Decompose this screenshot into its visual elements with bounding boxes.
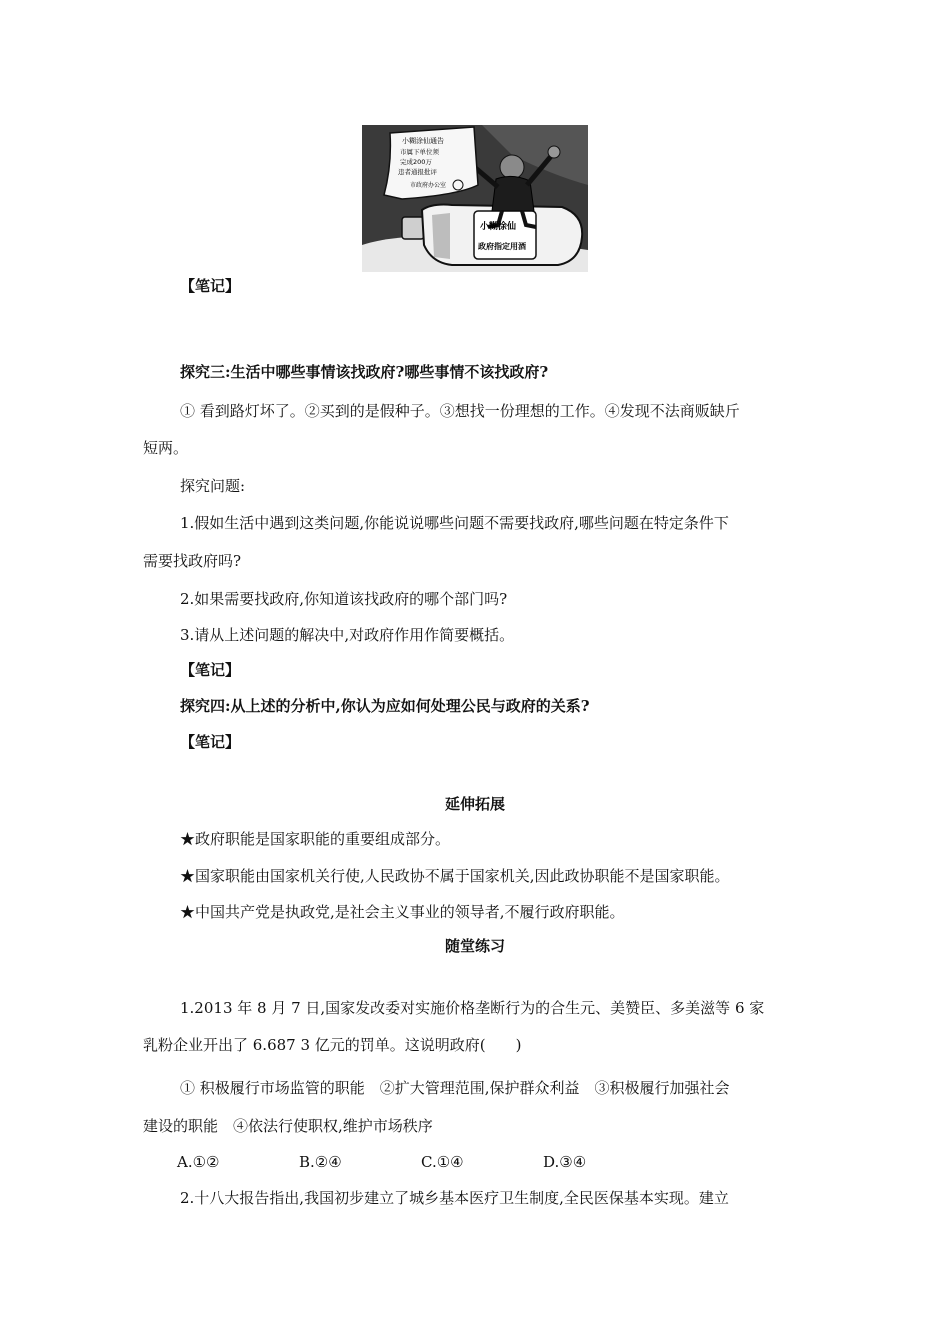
explore3-text-line2: 短两。 (143, 439, 189, 457)
notice-line-1: 小糊涂仙通告 (402, 137, 444, 145)
practice-q1-line2: 乳粉企业开出了 6.687 3 亿元的罚单。这说明政府( ) (143, 1036, 522, 1054)
bottle-label-2: 政府指定用酒 (478, 241, 526, 251)
notice-line-2: 市属下单位须 (400, 148, 439, 156)
extension-heading: 延伸拓展 (444, 795, 505, 813)
notice-line-4: 违者通报批评 (398, 168, 437, 176)
practice-q1-options-line2: 建设的职能 ④依法行使职权,维护市场秩序 (143, 1117, 433, 1135)
note-label: 【笔记】 (180, 733, 241, 751)
practice-q1-choices (177, 1152, 665, 1172)
cartoon-illustration (362, 125, 588, 272)
extension-item: ★政府职能是国家职能的重要组成部分。 (180, 830, 451, 848)
practice-q1-line1: 1.2013 年 8 月 7 日,国家发改委对实施价格垄断行为的合生元、美赞臣、多美滋等 6 家 (180, 999, 765, 1017)
practice-q1-options-line1: ① 积极履行市场监管的职能 ②扩大管理范围,保护群众利益 ③积极履行加强社会 (180, 1079, 730, 1097)
notice-line-5: 市政府办公室 (410, 182, 447, 189)
choice-a: A.①② (177, 1153, 220, 1171)
notice-line-3: 完成200万 (400, 158, 432, 166)
note-label: 【笔记】 (180, 661, 241, 679)
explore3-text-line1: ① 看到路灯坏了。②买到的是假种子。③想找一份理想的工作。④发现不法商贩缺斤 (180, 402, 740, 420)
extension-item: ★国家职能由国家机关行使,人民政协不属于国家机关,因此政协职能不是国家职能。 (180, 867, 730, 885)
extension-item: ★中国共产党是执政党,是社会主义事业的领导者,不履行政府职能。 (180, 903, 625, 921)
question-2: 2.如果需要找政府,你知道该找政府的哪个部门吗? (180, 590, 508, 608)
choice-b: B.②④ (299, 1153, 342, 1171)
explore-questions-label: 探究问题: (180, 477, 246, 495)
choice-c: C.①④ (421, 1153, 464, 1171)
explore3-title: 探究三:生活中哪些事情该找政府?哪些事情不该找政府? (180, 363, 549, 381)
cartoon-drawing (362, 125, 588, 272)
note-label: 【笔记】 (180, 277, 241, 295)
choice-d: D.③④ (543, 1153, 587, 1171)
question-1-line1: 1.假如生活中遇到这类问题,你能说说哪些问题不需要找政府,哪些问题在特定条件下 (180, 514, 729, 532)
bottle-label-1: 小糊涂仙 (480, 222, 517, 232)
practice-q2-line1: 2.十八大报告指出,我国初步建立了城乡基本医疗卫生制度,全民医保基本实现。建立 (180, 1189, 729, 1207)
question-3: 3.请从上述问题的解决中,对政府作用作简要概括。 (180, 626, 515, 644)
explore4-title: 探究四:从上述的分析中,你认为应如何处理公民与政府的关系? (180, 697, 590, 715)
question-1-line2: 需要找政府吗? (143, 552, 242, 570)
practice-heading: 随堂练习 (444, 937, 505, 955)
